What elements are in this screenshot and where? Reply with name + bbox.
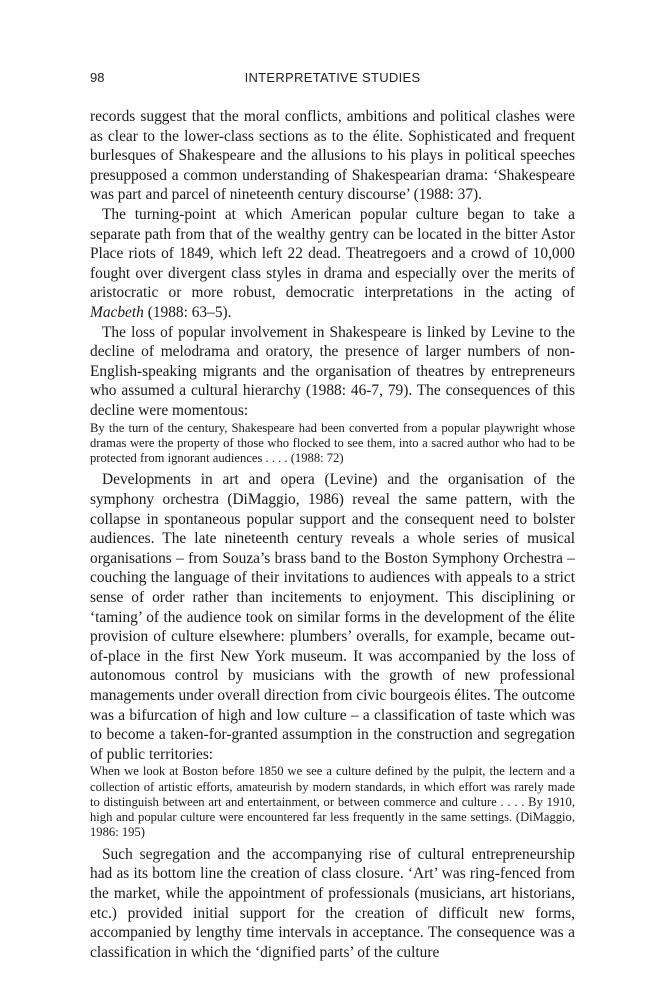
macbeth-title: Macbeth: [90, 303, 144, 321]
paragraph-1: records suggest that the moral conflicts, ambitions and political clashes were as clear to the lower-class sections as to the élite. Sophisticated and frequent burlesques of Shakespeare and the allusions to his plays in political speeches presupposed a common understanding of Shakespearian drama: ‘Shakespeare was part and parcel of nineteenth century discourse’ (1988: 37).: [90, 108, 575, 204]
paragraph-4: Developments in art and opera (Levine) and the organisation of the symphony orchestra (DiMaggio, 1986) reveal the same pattern, with the collapse in spontaneous popular support and the consequent need to bolster audiences. The late nineteenth century reveals a whole series of musical organisations – from Souza’s brass band to the Boston Symphony Orchestra – couching the language of their invitations to audiences with appeals to a strict sense of order rather than incitements to enjoyment. This disciplining or ‘taming’ of the audience took on similar forms in the development of the élite provision of culture elsewhere: plumbers’ overalls, for example, became out-of-place in the first New York museum. It was accompanied by the loss of autonomous control by musicians with the growth of new professional managements under overall direction from civic bourgeois élites. The outcome was a bifurcation of high and low culture – a classification of taste which was to become a taken-for-granted assumption in the construction and segregation of public territories:: [90, 471, 575, 763]
paragraph-2-text: The turning-point at which American popular culture began to take a separate path from that of the wealthy gentry can be located in the bitter Astor Place riots of 1849, which left 22 dead. Theatregoers and a crowd of 10,000 fought over divergent class styles in drama and especially over the merits of aristocratic or more robust, democratic interpretations in the acting of: [90, 205, 575, 302]
block-quote-1: By the turn of the century, Shakespeare had been converted from a popular playwright whose dramas were the property of those who flocked to see them, into a sacred author who had to be protected from ignorant audiences . . . . (1988: 72): [90, 420, 575, 466]
paragraph-2: [90, 205, 575, 323]
running-title: INTERPRETATIVE STUDIES: [244, 70, 421, 85]
page-number: 98: [90, 70, 105, 85]
running-header: [90, 70, 575, 90]
paragraph-2-citation: (1988: 63–5).: [143, 303, 232, 321]
paragraph-5: Such segregation and the accompanying rise of cultural entrepreneurship had as its bottom line the creation of class closure. ‘Art’ was ring-fenced from the market, while the appointment of professionals (musicians, art historians, etc.) provided initial support for the creation of difficult new forms, accompanied by lengthy time intervals in acceptance. The consequence was a classification in which the ‘dignified parts’ of the culture: [90, 845, 575, 961]
paragraph-3: The loss of popular involvement in Shakespeare is linked by Levine to the decline of melodrama and oratory, the presence of larger numbers of non-English-speaking migrants and the organisation of theatres by entrepreneurs who assumed a cultural hierarchy (1988: 46-7, 79). The consequences of this decline were momentous:: [90, 323, 575, 419]
block-quote-2: When we look at Boston before 1850 we see a culture defined by the pulpit, the lectern and a collection of artistic efforts, amateurish by modern standards, in which effort was rarely made to distinguish between art and entertainment, or between commerce and culture . . . . By 1910, high and popular culture were encountered far less frequently in the same settings. (DiMaggio, 1986: 195): [90, 764, 575, 840]
body-text: [90, 107, 575, 962]
